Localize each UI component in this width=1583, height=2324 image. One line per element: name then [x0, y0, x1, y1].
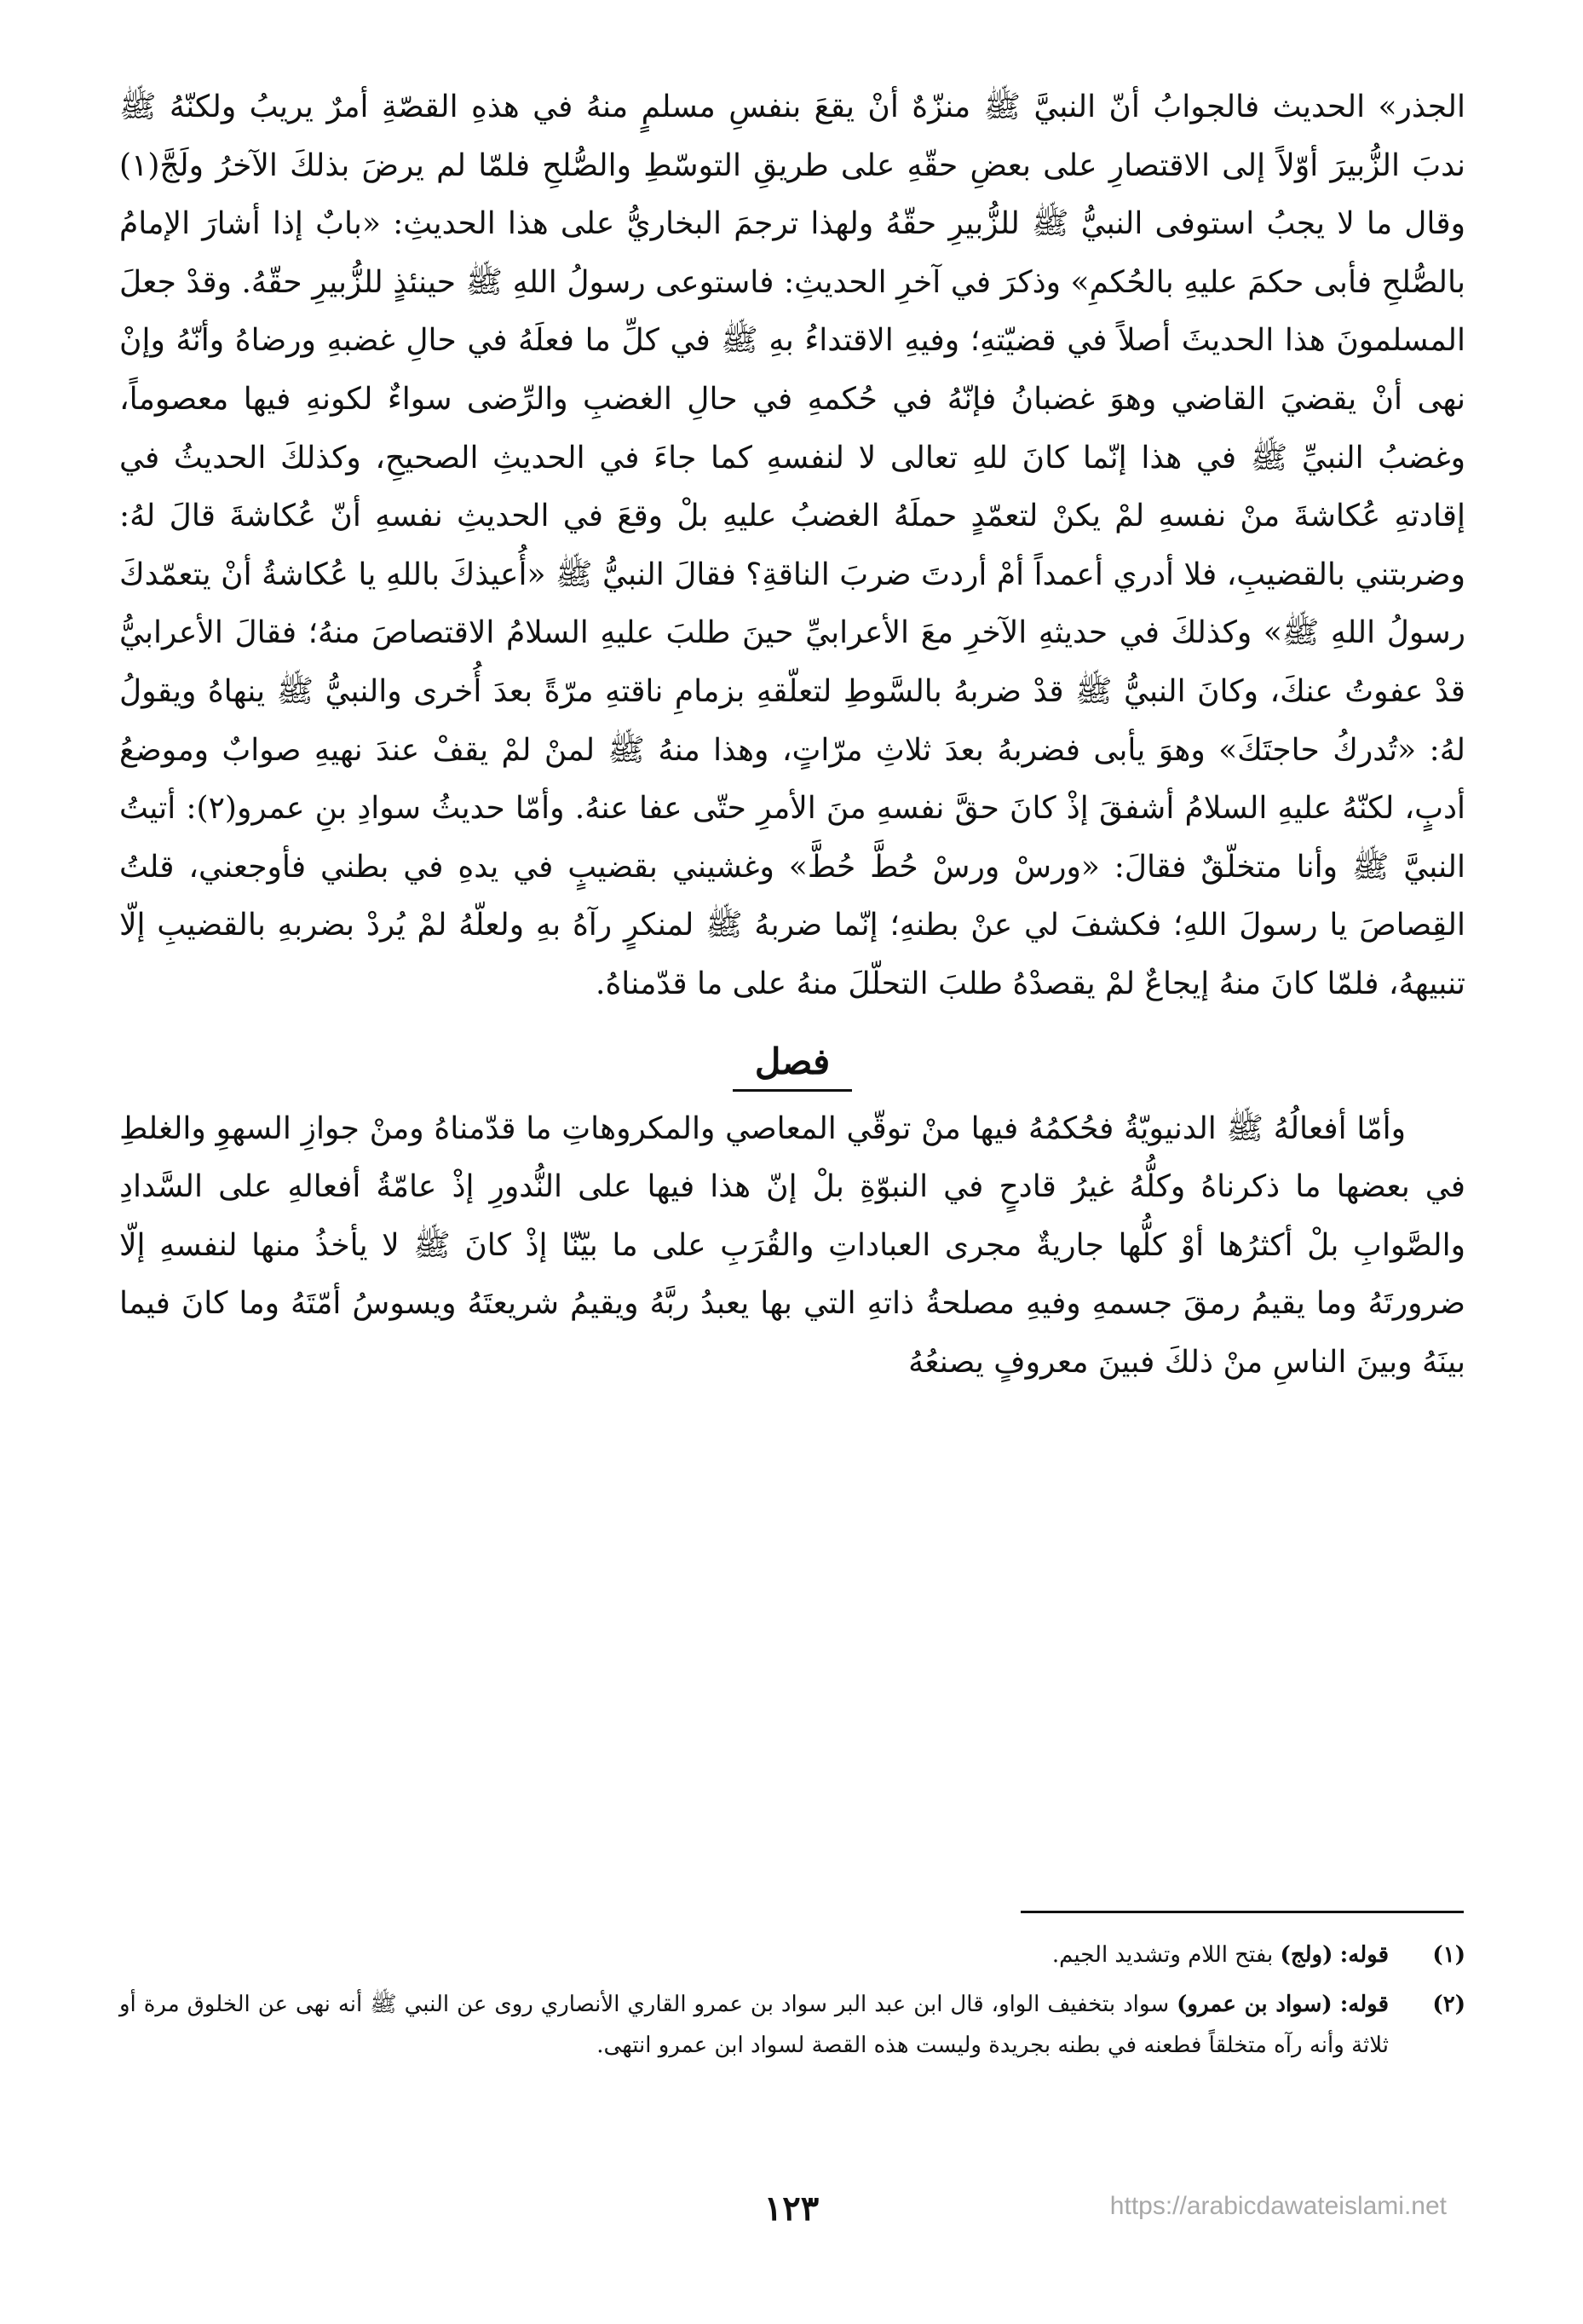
section-heading: فصل: [733, 1035, 852, 1092]
footnote-number: (٢): [1432, 1992, 1465, 2017]
footnote-label: قوله:: [1339, 1942, 1389, 1968]
footnote-1: [119, 1935, 1465, 1975]
main-text: [119, 78, 1465, 1014]
footnote-2: [119, 1984, 1465, 2066]
footnote-divider: [1021, 1911, 1464, 1913]
footnote-text: [119, 1984, 1389, 2066]
paragraph-1: الجذر» الحديث فالجوابُ أنّ النبيَّ ﷺ منزّهٌ أنْ يقعَ بنفسِ مسلمٍ منهُ في هذهِ القصّةِ أمرٌ يريبُ ولكنّهُ ﷺ ندبَ الزُّبيرَ أوّلاً إلى الاقتصارِ على بعضِ حقّهِ على طريقِ التوسّطِ والصُّلحِ فلمّا لم يرضَ بذلكَ الآخرُ ولَجَّ(١) وقال ما لا يجبُ استوفى النبيُّ ﷺ للزُّبيرِ حقّهُ ولهذا ترجمَ البخاريُّ على هذا الحديثِ: «بابٌ إذا أشارَ الإمامُ بالصُّلحِ فأبى حكمَ عليهِ بالحُكمِ» وذكرَ في آخرِ الحديثِ: فاستوعى رسولُ اللهِ ﷺ حينئذٍ للزُّبيرِ حقّهُ. وقدْ جعلَ المسلمونَ هذا الحديثَ أصلاً في قضيّتهِ؛ وفيهِ الاقتداءُ بهِ ﷺ في كلِّ ما فعلَهُ في حالِ غضبهِ ورضاهُ وأنّهُ وإنْ نهى أنْ يقضيَ القاضي وهوَ غضبانُ فإنّهُ في حُكمهِ في حالِ الغضبِ والرِّضى سواءٌ لكونهِ فيها معصوماً، وغضبُ النبيِّ ﷺ في هذا إنّما كانَ للهِ تعالى لا لنفسهِ كما جاءَ في الحديثِ الصحيحِ، وكذلكَ الحديثُ في إقادتهِ عُكاشةَ منْ نفسهِ لمْ يكنْ لتعمّدٍ حملَهُ الغضبُ عليهِ بلْ وقعَ في الحديثِ نفسهِ أنّ عُكاشةَ قالَ لهُ: وضربتني بالقضيبِ، فلا أدري أعمداً أمْ أردتَ ضربَ الناقةِ؟ فقالَ النبيُّ ﷺ «أُعيذكَ باللهِ يا عُكاشةُ أنْ يتعمّدكَ رسولُ اللهِ ﷺ» وكذلكَ في حديثهِ الآخرِ معَ الأعرابيِّ حينَ طلبَ عليهِ السلامُ الاقتصاصَ منهُ؛ فقالَ الأعرابيُّ قدْ عفوتُ عنكَ، وكانَ النبيُّ ﷺ قدْ ضربهُ بالسَّوطِ لتعلّقهِ بزمامِ ناقتهِ مرّةً بعدَ أُخرى والنبيُّ ﷺ ينهاهُ ويقولُ لهُ: «تُدركُ حاجتَكَ» وهوَ يأبى فضربهُ بعدَ ثلاثِ مرّاتٍ، وهذا منهُ ﷺ لمنْ لمْ يقفْ عندَ نهيهِ صوابٌ وموضعُ أدبٍ، لكنّهُ عليهِ السلامُ أشفقَ إذْ كانَ حقَّ نفسهِ منَ الأمرِ حتّى عفا عنهُ. وأمّا حديثُ سوادِ بنِ عمرو(٢): أتيتُ النبيَّ ﷺ وأنا متخلّقٌ فقالَ: «ورسْ ورسْ حُطَّ حُطَّ» وغشيني بقضيبٍ في يدهِ في بطني فأوجعني، قلتُ القِصاصَ يا رسولَ اللهِ؛ فكشفَ لي عنْ بطنهِ؛ إنّما ضربهُ ﷺ لمنكرٍ رآهُ بهِ ولعلّهُ لمْ يُردْ بضربهِ بالقضيبِ إلّا تنبيههُ، فلمّا كانَ منهُ إيجاعٌ لمْ يقصدْهُ طلبَ التحلّلَ منهُ على ما قدّمناهُ.: [119, 89, 1466, 1001]
footnote-label: قوله:: [1339, 1992, 1390, 2017]
footnote-body: سواد بتخفيف الواو، قال ابن عبد البر سواد بن عمرو القاري الأنصاري روى عن النبي ﷺ أنه نهى عن الخلوق مرة أو ثلاثة وأنه رآه متخلقاً فطعنه في بطنه بجريدة وليست هذه القصة لسواد ابن عمرو انتهى.: [119, 1992, 1389, 2058]
footnote-term: (سواد بن عمرو): [1177, 1992, 1333, 2017]
page-body: [119, 78, 1465, 1392]
footnote-number: (١): [1432, 1942, 1465, 1968]
footnote-text: [119, 1935, 1389, 1975]
footnotes: [119, 1935, 1465, 2074]
footnote-term: (ولج): [1280, 1942, 1333, 1968]
section-text: [119, 1100, 1465, 1393]
watermark-url: https://arabicdawateislami.net: [1109, 2192, 1447, 2220]
paragraph-2: وأمّا أفعالُهُ ﷺ الدنيويّةُ فحُكمُهُ فيها منْ توقّي المعاصي والمكروهاتِ ما قدّمناهُ ومنْ جوازِ السهوِ والغلطِ في بعضها ما ذكرناهُ وكلُّهُ غيرُ قادحٍ في النبوّةِ بلْ إنّ هذا فيها على النُّدورِ إذْ عامّةُ أفعالهِ على السَّدادِ والصَّوابِ بلْ أكثرُها أوْ كلُّها جاريةٌ مجرى العباداتِ والقُرَبِ على ما بيّنّا إذْ كانَ ﷺ لا يأخذُ منها لنفسهِ إلّا ضرورتَهُ وما يقيمُ رمقَ جسمهِ وفيهِ مصلحةُ ذاتهِ التي بها يعبدُ ربَّهُ ويقيمُ شريعتَهُ ويسوسُ أمّتَهُ وما كانَ فيما بينَهُ وبينَ الناسِ منْ ذلكَ فبينَ معروفٍ يصنعُهُ: [119, 1110, 1465, 1380]
page-number: ١٢٣: [763, 2188, 820, 2229]
footnote-body: بفتح اللام وتشديد الجيم.: [1051, 1942, 1274, 1968]
